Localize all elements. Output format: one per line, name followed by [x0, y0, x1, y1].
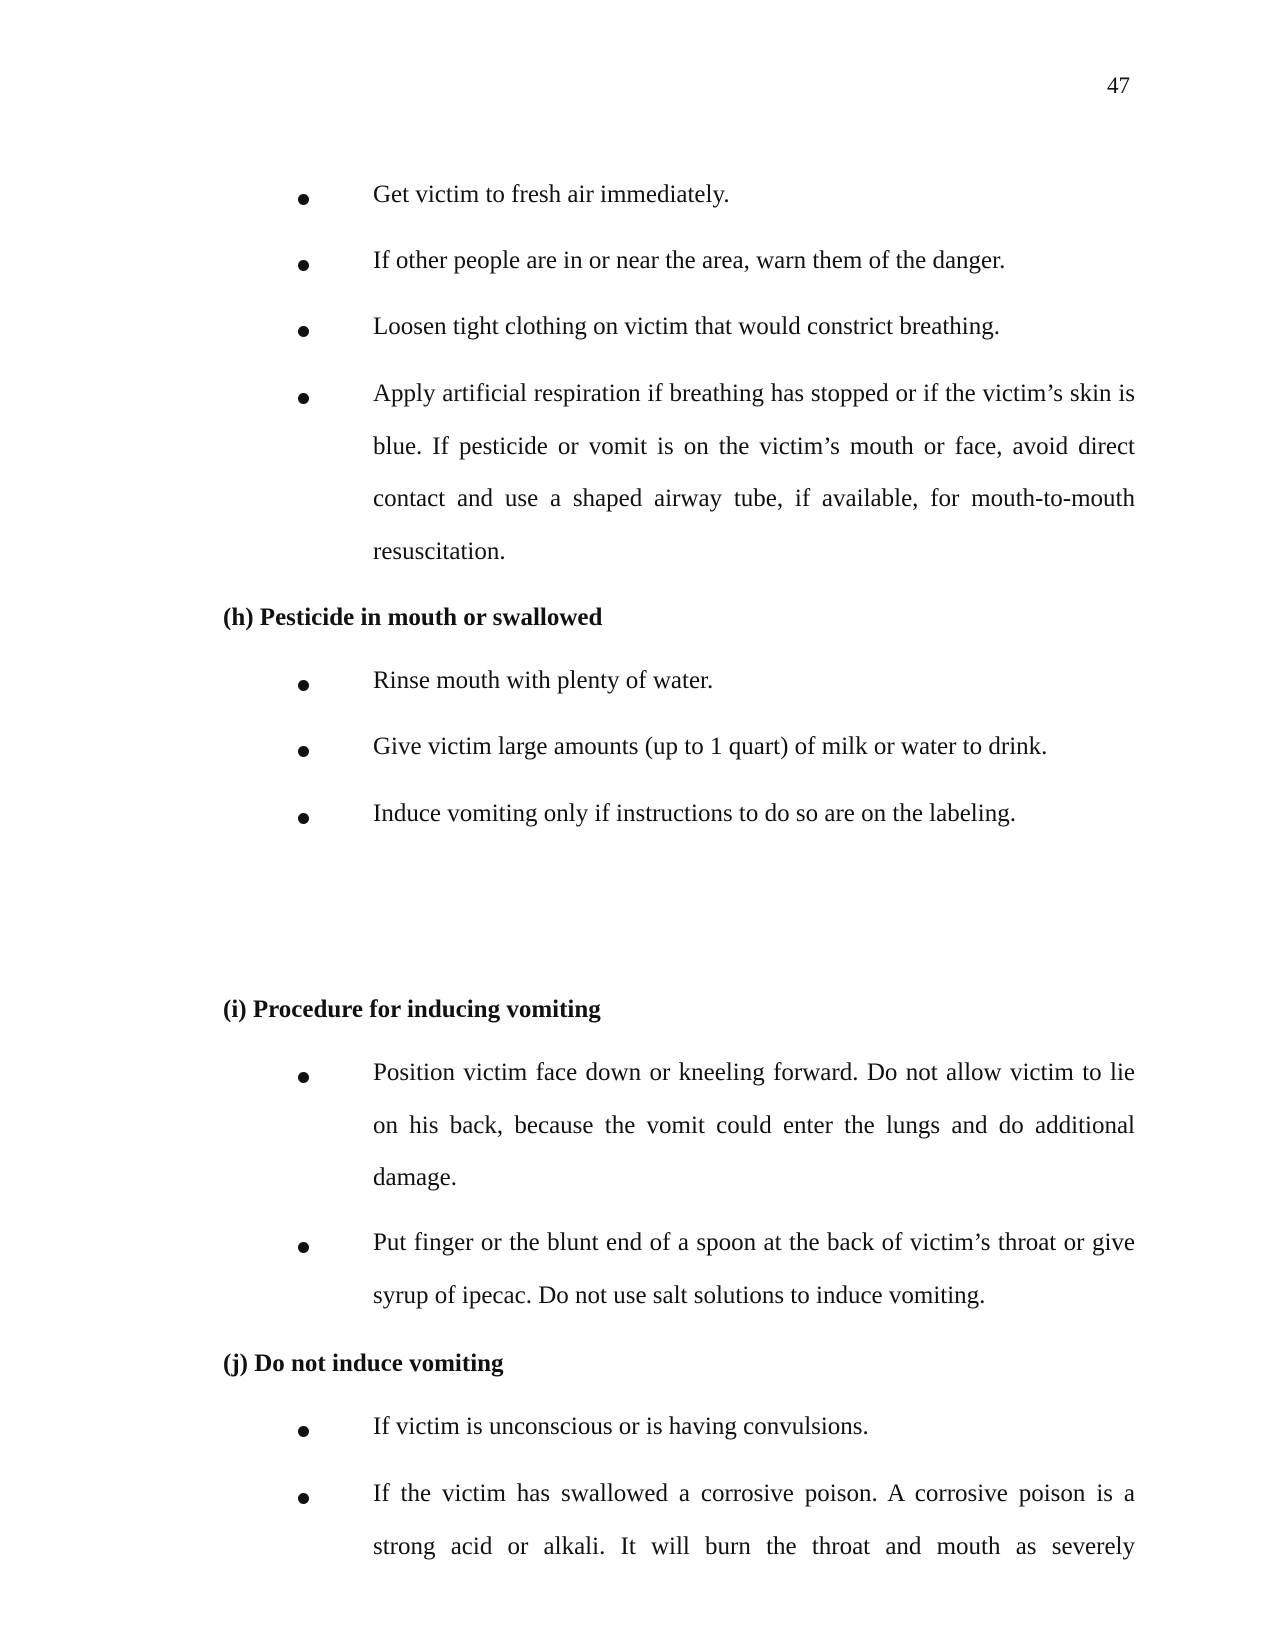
list-item-text: Position victim face down or kneeling forward. Do not allow victim to lie on his back, because the vomit could enter the lungs and do additional damage.: [373, 1059, 1135, 1191]
bullet-icon: [298, 326, 309, 337]
list-item-text: If victim is unconscious or is having convulsions.: [373, 1413, 869, 1440]
list-item-text: Get victim to fresh air immediately.: [373, 181, 730, 208]
list-item-text: Put finger or the blunt end of a spoon at the back of victim’s throat or give syrup of ipecac. Do not use salt solutions to induce vomiting.: [373, 1229, 1135, 1309]
list-item-text: If the victim has swallowed a corrosive poison. A corrosive poison is a strong acid or alkali. It will burn the throat and mouth as severely: [373, 1480, 1135, 1560]
list-item-text: If other people are in or near the area, warn them of the danger.: [373, 247, 1006, 274]
bullet-icon: [298, 1493, 309, 1504]
bullet-icon: [298, 1072, 309, 1083]
bullet-icon: [298, 746, 309, 757]
bullet-icon: [298, 260, 309, 271]
bullet-icon: [298, 393, 309, 404]
list-item-text: Give victim large amounts (up to 1 quart) of milk or water to drink.: [373, 733, 1048, 760]
list-item-text: Apply artificial respiration if breathing has stopped or if the victim’s skin is blue. If pesticide or vomit is on the victim’s mouth or face, avoid direct contact and use a shaped airway tube, if available, for mouth-to-mouth resuscitation.: [373, 380, 1135, 565]
list-item-text: Loosen tight clothing on victim that would constrict breathing.: [373, 313, 1000, 340]
bullet-icon: [298, 680, 309, 691]
section-heading-i: (i) Procedure for inducing vomiting: [223, 996, 601, 1023]
section-heading-j: (j) Do not induce vomiting: [223, 1350, 504, 1377]
section-heading-h: (h) Pesticide in mouth or swallowed: [223, 604, 603, 631]
bullet-icon: [298, 194, 309, 205]
bullet-icon: [298, 1426, 309, 1437]
list-item-text: Induce vomiting only if instructions to do so are on the labeling.: [373, 800, 1016, 827]
page-number: 47: [1107, 73, 1130, 98]
bullet-icon: [298, 1242, 309, 1253]
bullet-icon: [298, 813, 309, 824]
list-item-text: Rinse mouth with plenty of water.: [373, 667, 714, 694]
